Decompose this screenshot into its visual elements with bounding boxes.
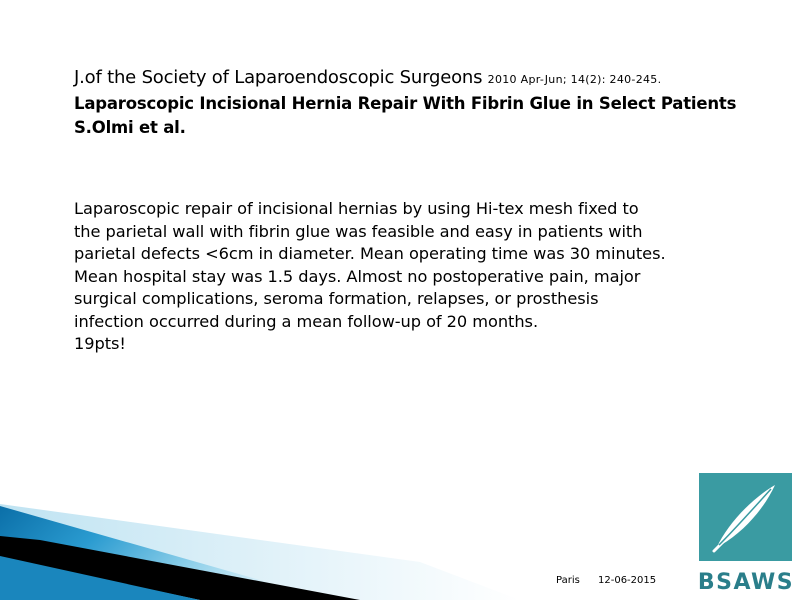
slide-title bbox=[74, 66, 774, 140]
footer-place: Paris bbox=[556, 575, 580, 586]
summary-line: Mean hospital stay was 1.5 days. Almost no postoperative pain, major bbox=[74, 266, 641, 286]
feather-icon bbox=[699, 473, 792, 561]
logo-text: BSAWS bbox=[697, 570, 795, 595]
article-title: Laparoscopic Incisional Hernia Repair With Fibrin Glue in Select Patients S.Olmi et al. bbox=[74, 94, 737, 137]
decorative-swoosh bbox=[0, 500, 800, 600]
summary-line: the parietal wall with fibrin glue was feasible and easy in patients with bbox=[74, 221, 643, 241]
footer-date: 12-06-2015 bbox=[598, 575, 657, 586]
summary-line: surgical complications, seroma formation, relapses, or prosthesis bbox=[74, 289, 599, 308]
summary-line: parietal defects <6cm in diameter. Mean operating time was 30 minutes. bbox=[74, 244, 666, 263]
summary-line: Laparoscopic repair of incisional hernias by using Hi-tex mesh fixed to bbox=[74, 199, 639, 218]
journal-name: J.of the Society of Laparoendoscopic Surgeons bbox=[74, 67, 483, 88]
summary-text bbox=[74, 198, 734, 356]
summary-line: infection occurred during a mean follow-up of 20 months. bbox=[74, 311, 539, 331]
patient-count: 19pts! bbox=[74, 334, 126, 353]
logo bbox=[699, 473, 792, 561]
journal-citation: 2010 Apr-Jun; 14(2): 240-245. bbox=[487, 73, 662, 86]
